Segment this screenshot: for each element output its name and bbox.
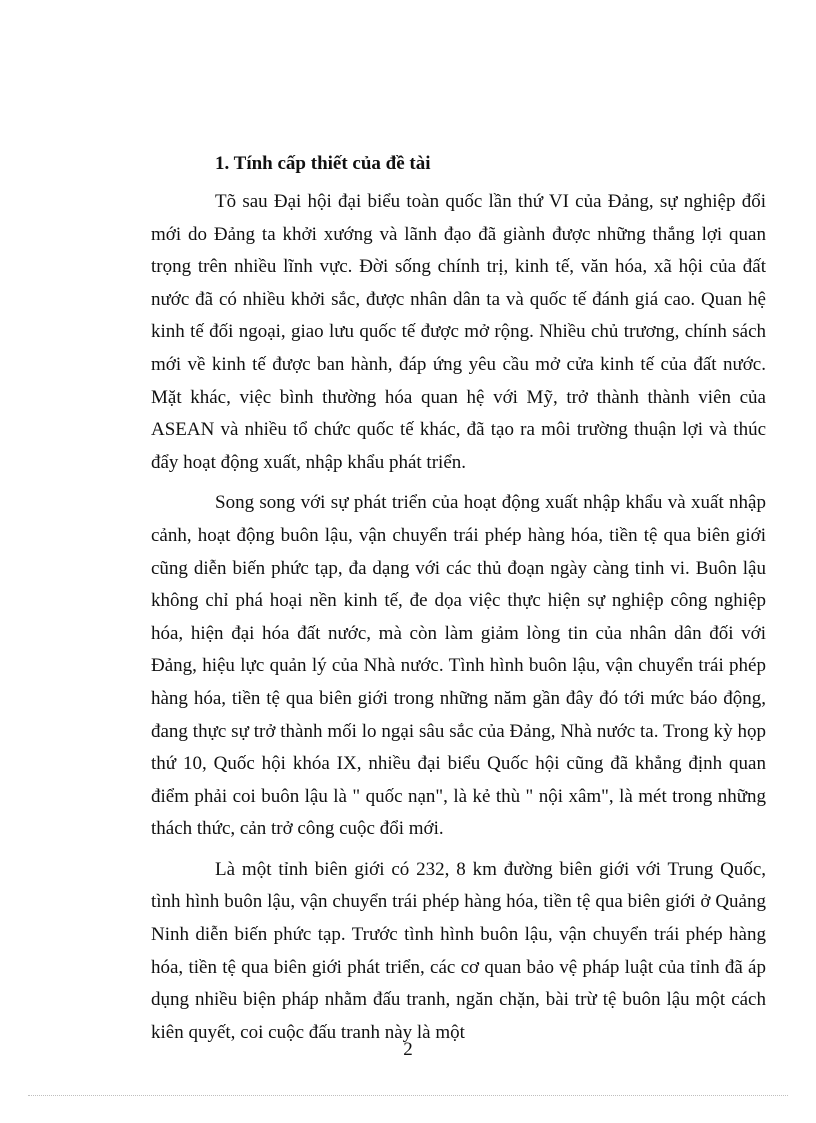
paragraph-3: Là một tỉnh biên giới có 232, 8 km đường biên giới với Trung Quốc, tình hình buôn lậu, vận chuyển trái phép hàng hóa, tiền tệ qua biên giới ở Quảng Ninh diễn biến phức tạp. Trước tình hình buôn lậu, vận chuyển trái phép hàng hóa, tiền tệ qua biên giới phát triển, các cơ quan bảo vệ pháp luật của tỉnh đã áp dụng nhiều biện pháp nhằm đấu tranh, ngăn chặn, bài trừ tệ buôn lậu một cách kiên quyết, coi cuộc đấu tranh này là một — [151, 858, 766, 1043]
document-body — [151, 148, 766, 1057]
page-bottom-divider — [28, 1095, 788, 1096]
section-heading: 1. Tính cấp thiết của đề tài — [215, 153, 431, 174]
paragraph-1: Tõ sau Đại hội đại biểu toàn quốc lần thứ VI của Đảng, sự nghiệp đổi mới do Đảng ta khởi xướng và lãnh đạo đã giành được những thắng lợi quan trọng trên nhiều lĩnh vực. Đời sống chính trị, kinh tế, văn hóa, xã hội của đất nước đã có nhiều khởi sắc, được nhân dân ta và quốc tế đánh giá cao. Quan hệ kinh tế đối ngoại, giao lưu quốc tế được mở rộng. Nhiều chủ trương, chính sách mới về kinh tế được ban hành, đáp ứng yêu cầu mở cửa kinh tế của đất nước. Mặt khác, việc bình thường hóa quan hệ với Mỹ, trở thành thành viên của ASEAN và nhiều tổ chức quốc tế khác, đã tạo ra môi trường thuận lợi và thúc đẩy hoạt động xuất, nhập khẩu phát triển. — [151, 191, 766, 473]
paragraph-2: Song song với sự phát triển của hoạt động xuất nhập khẩu và xuất nhập cảnh, hoạt động buôn lậu, vận chuyển trái phép hàng hóa, tiền tệ qua biên giới cũng diễn biến phức tạp, đa dạng với các thủ đoạn ngày càng tinh vi. Buôn lậu không chỉ phá hoại nền kinh tế, đe dọa việc thực hiện sự nghiệp công nghiệp hóa, hiện đại hóa đất nước, mà còn làm giảm lòng tin của nhân dân đối với Đảng, hiệu lực quản lý của Nhà nước. Tình hình buôn lậu, vận chuyển trái phép hàng hóa, tiền tệ qua biên giới trong những năm gần đây đó tới mức báo động, đang thực sự trở thành mối lo ngại sâu sắc của Đảng, Nhà nước ta. Trong kỳ họp thứ 10, Quốc hội khóa IX, nhiều đại biểu Quốc hội cũng đã khẳng định quan điểm phải coi buôn lậu là " quốc nạn", là kẻ thù " nội xâm", là mét trong những thách thức, cản trở công cuộc đổi mới. — [151, 492, 766, 840]
page-number: 2 — [403, 1039, 413, 1060]
